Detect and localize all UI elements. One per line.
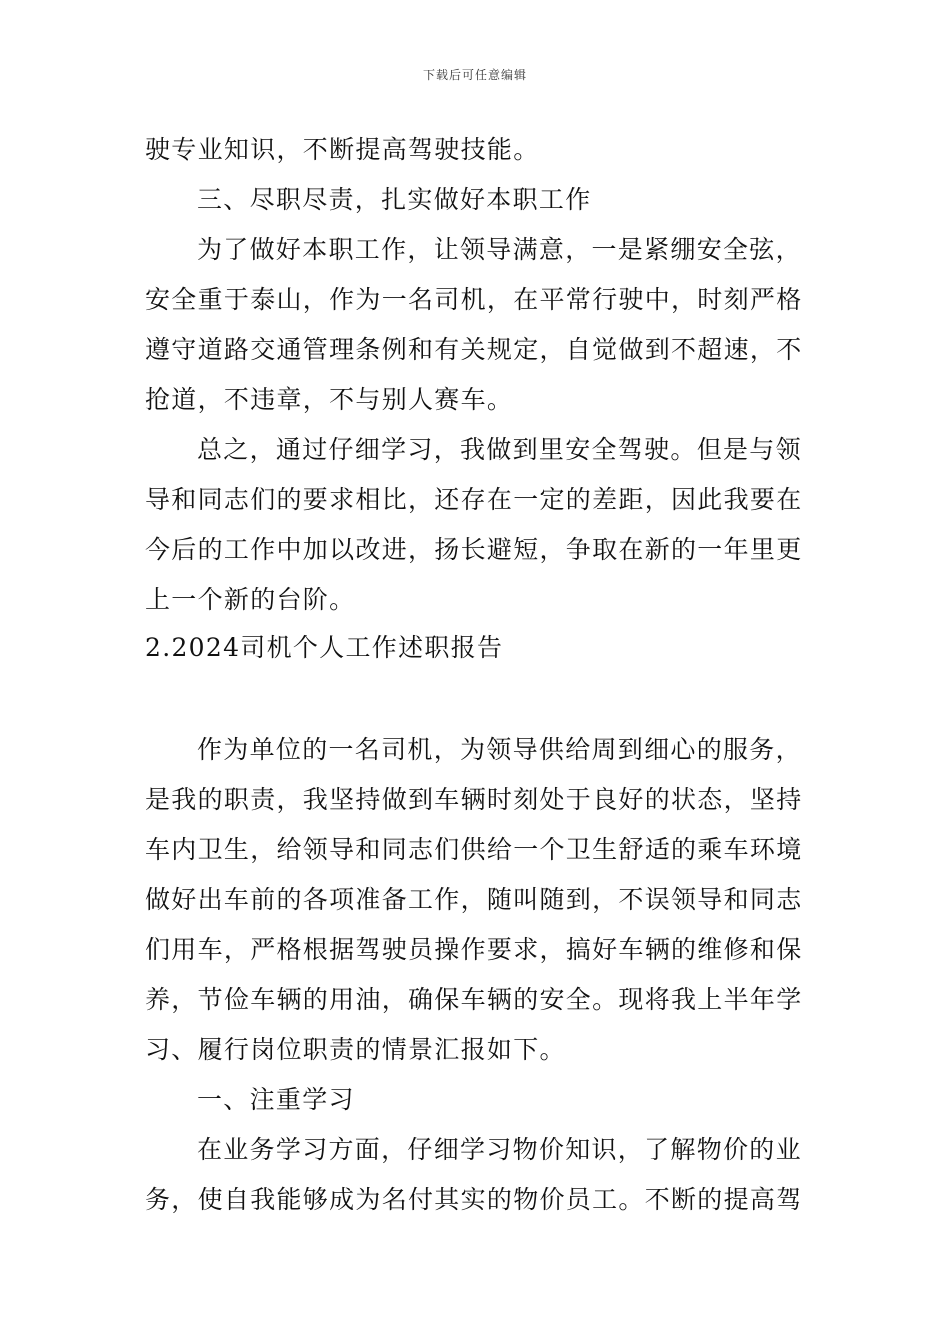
text-line: 们用车，严格根据驾驶员操作要求，搞好车辆的维修和保 — [145, 935, 803, 964]
text-line: 是我的职责，我坚持做到车辆时刻处于良好的状态，坚持 — [145, 785, 803, 814]
text-line: 今后的工作中加以改进，扬长避短，争取在新的一年里更 — [145, 535, 803, 564]
text-line: 遵守道路交通管理条例和有关规定，自觉做到不超速，不 — [145, 335, 803, 364]
text-line: 务，使自我能够成为名付其实的物价员工。不断的提高驾 — [145, 1185, 803, 1214]
text-line: 养，节俭车辆的用油，确保车辆的安全。现将我上半年学 — [145, 985, 803, 1014]
section-heading: 一、注重学习 — [197, 1085, 355, 1114]
text-line: 安全重于泰山，作为一名司机，在平常行驶中，时刻严格 — [145, 285, 803, 314]
text-line: 总之，通过仔细学习，我做到里安全驾驶。但是与领 — [197, 435, 802, 464]
text-line: 习、履行岗位职责的情景汇报如下。 — [145, 1035, 566, 1064]
text-line: 为了做好本职工作，让领导满意，一是紧绷安全弦， — [197, 235, 802, 264]
text-line: 导和同志们的要求相比，还存在一定的差距，因此我要在 — [145, 485, 803, 514]
report-title: 2.2024司机个人工作述职报告 — [145, 633, 504, 662]
text-line: 做好出车前的各项准备工作，随叫随到，不误领导和同志 — [145, 885, 803, 914]
text-line: 在业务学习方面，仔细学习物价知识，了解物价的业 — [197, 1135, 802, 1164]
page-header: 下载后可任意编辑 — [422, 68, 527, 82]
text-line: 驶专业知识，不断提高驾驶技能。 — [145, 135, 540, 164]
text-line: 上一个新的台阶。 — [145, 585, 356, 614]
text-line: 抢道，不违章，不与别人赛车。 — [145, 385, 514, 414]
section-heading: 三、尽职尽责，扎实做好本职工作 — [197, 185, 592, 214]
text-line: 作为单位的一名司机，为领导供给周到细心的服务， — [197, 735, 802, 764]
text-line: 车内卫生，给领导和同志们供给一个卫生舒适的乘车环境 — [145, 835, 803, 864]
